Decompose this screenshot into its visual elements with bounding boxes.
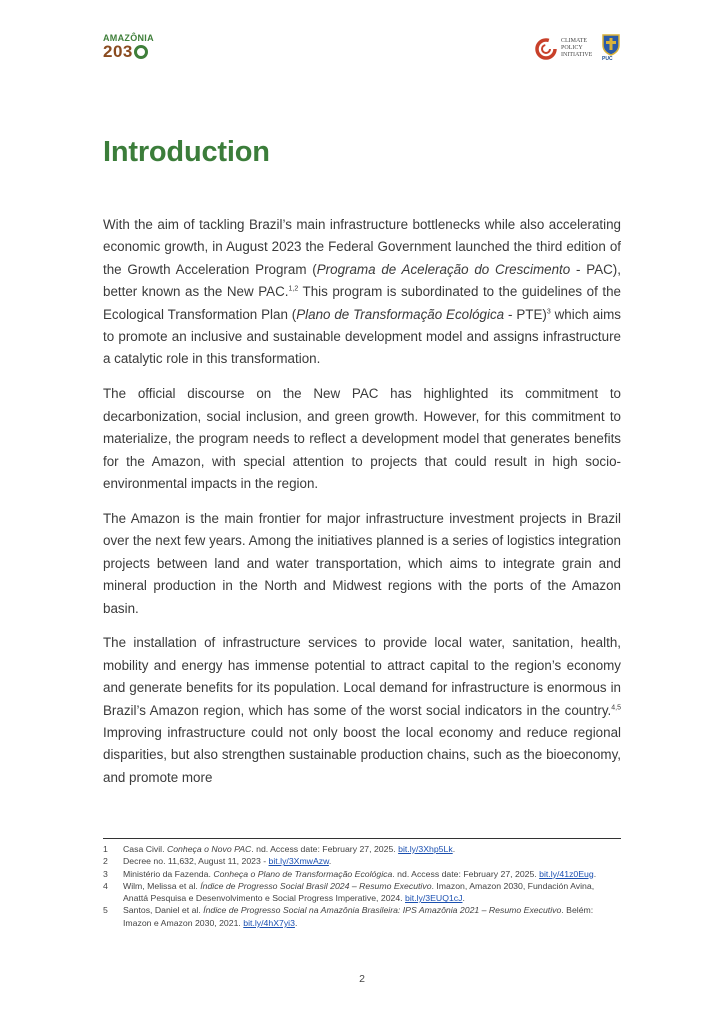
cpi-line3: INITIATIVE — [561, 52, 593, 58]
footnote-link[interactable]: bit.ly/3Xhp5Lk — [398, 844, 453, 854]
paragraph-4: The installation of infrastructure services to provide local water, sanitation, health, mobility and energy has immense potential to attract capital to the region’s economy and generate benefits for its population. Local demand for infrastructure is enormous in Brazil’s Amazon region, which has some of the worst social indicators in the country.$^{4,5}$ Improving infrastructure could not only boost the local economy and reduce regional disparities, but also strengthen sustainable production chains, such as the bioeconomy, and promote more — [103, 635, 621, 785]
footnote-item: 3 Ministério da Fazenda. Conheça o Plano de Transformação Ecológica. nd. Access date: February 27, 2025. bit.ly/41z0Eug. — [103, 868, 597, 879]
footnote-ref[interactable]: 1,2 — [288, 285, 299, 293]
footnote-item: 4 Wilm, Melissa et al. Índice de Progresso Social Brasil 2024 – Resumo Executivo. Imazon, Amazon 2030, Fundación Avina, Anattá Pesquisa e Desenvolvimento e Social Progress Imperative, 2024. bit.ly/3EUQ1cJ. — [103, 880, 595, 904]
cpi-line2: POLICY — [561, 45, 583, 51]
paragraph-1: With the aim of tackling Brazil’s main infrastructure bottlenecks while also accelerating economic growth, in August 2023 the Federal Government launched the third edition of the Growth Acceleration Program (Programa de Aceleração do Crescimento - PAC), better known as the New PAC.$^{1,2}$ This program is subordinated to the guidelines of the Ecological Transformation Plan (Plano de Transformação Ecológica - PTE)$^3$ which aims to promote an inclusive and sustainable development model and assigns infrastructure a catalytic role in this transformation. — [103, 217, 622, 367]
footnote-ref[interactable]: 4,5 — [611, 704, 621, 712]
footnote-item: 5 Santos, Daniel et al. Índice de Progresso Social na Amazônia Brasileira: IPS Amazônia 2021 – Resumo Executivo. Belém: Imazon e Amazon 2030, 2021. bit.ly/4hX7yi3. — [103, 905, 594, 928]
amazonia-logo-year: 203 — [103, 42, 133, 61]
amazonia-logo-top: AMAZÔNIA — [103, 33, 154, 43]
body-text — [103, 214, 621, 802]
puc-rio-logo — [600, 32, 622, 68]
paragraph-2: The official discourse on the New PAC has highlighted its commitment to decarbonization, social inclusion, and green growth. However, for this commitment to materialize, the program needs to reflect a development model that generates benefits for the Amazon, with special attention to projects that could result in high socio-environmental impacts in the region. — [103, 386, 621, 491]
paragraph-3: The Amazon is the main frontier for major infrastructure investment projects in Brazil over the next few years. Among the initiatives planned is a series of logistics integration projects between land and water transportation, which aims to integrate grain and mineral production in the North and Midwest regions with the ports of the Amazon basin. — [103, 510, 621, 616]
footnotes — [103, 843, 621, 929]
footnote-link[interactable]: bit.ly/3XmwAzw — [268, 856, 329, 867]
footnote-item: 2 Decree no. 11,632, August 11, 2023 - bit.ly/3XmwAzw. — [103, 856, 332, 867]
cpi-line1: CLIMATE — [561, 38, 587, 44]
footnote-link[interactable]: bit.ly/41z0Eug — [539, 868, 594, 879]
footnote-ref[interactable]: 3 — [546, 308, 551, 316]
footnote-item: 1 Casa Civil. Conheça o Novo PAC. nd. Access date: February 27, 2025. bit.ly/3Xhp5Lk. — [103, 844, 456, 854]
page-number: 2 — [359, 973, 365, 985]
page-header — [0, 30, 724, 70]
climate-policy-initiative-logo — [535, 36, 597, 64]
footnote-link[interactable]: bit.ly/3EUQ1cJ — [405, 893, 463, 904]
footnote-divider — [103, 838, 621, 839]
amazonia-2030-logo — [103, 33, 173, 63]
puc-label: PUC — [602, 56, 613, 62]
puc-crest-icon — [600, 32, 622, 56]
footnote-link[interactable]: bit.ly/4hX7yi3 — [243, 917, 295, 928]
cpi-swirl-icon — [535, 38, 557, 60]
logo-zero-ring-icon — [134, 45, 148, 59]
page-title: Introduction — [103, 136, 270, 168]
